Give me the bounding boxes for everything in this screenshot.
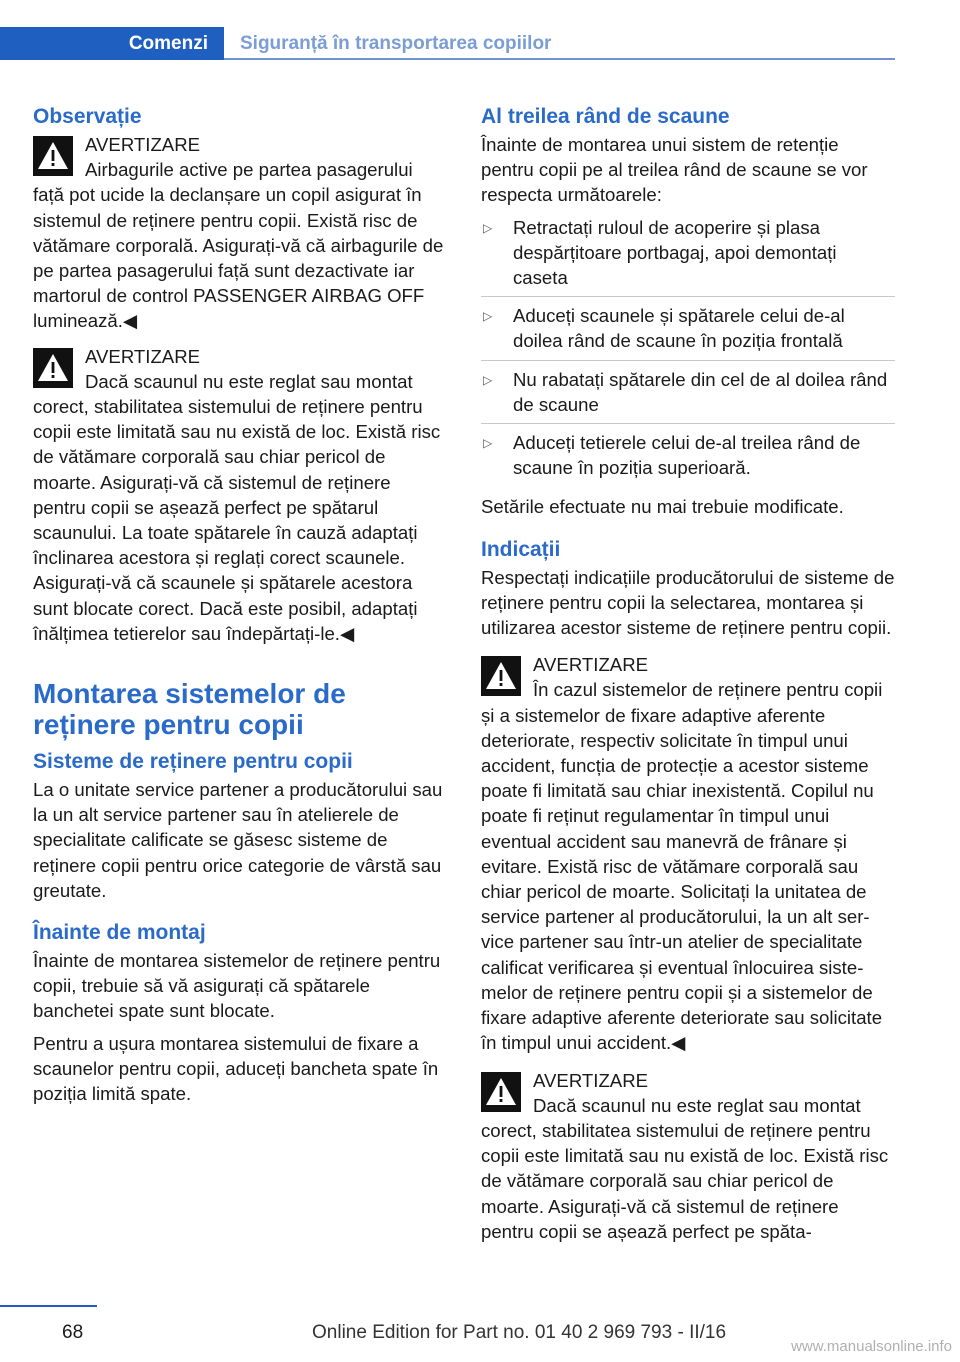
list-item <box>481 215 895 298</box>
footer-divider <box>0 1305 97 1307</box>
list-item <box>481 430 895 486</box>
observatie-heading: Observație <box>33 105 142 128</box>
warning-title: AVERTIZARE <box>85 345 201 367</box>
triangle-bullet-icon: ▷ <box>483 372 493 387</box>
tab-comenzi-label: Comenzi <box>128 33 208 54</box>
sub-heading-inainte-de-montaj: Înainte de montaj <box>33 921 206 945</box>
header-divider <box>224 58 895 60</box>
row3-intro: Înainte de montarea unui sistem de retenție pentru copii pe al treilea rând de scaune se vor respecta următoarele: <box>481 134 868 206</box>
warning-title: AVERTIZARE <box>533 1069 649 1091</box>
tab-section-title[interactable]: Siguranță în transportarea copiilor <box>240 33 552 54</box>
warning-text: Dacă scaunul nu este reglat sau montat corect, stabilitatea sistemului de reținere pentru copii este limitată sau nu există de loc. Există risc de vătămare corporală sau chiar pericol de moarte. Asigurați-vă că sistemul de reținere pentru copii se așează perfect pe spăta- <box>481 1094 889 1242</box>
list-item <box>481 367 895 424</box>
watermark: www.manualsonline.info <box>791 1338 952 1355</box>
row3-outro: Setările efectuate nu mai trebuie modificate. <box>481 496 844 518</box>
warning-title: AVERTIZARE <box>85 134 201 155</box>
list-item-text: Aduceți scaunele și spătarele celui de-al doilea rând de scaune în poziția frontală <box>513 305 845 352</box>
list-item-text: Aduceți tetierele celui de-al treilea rând de scaune în poziția superioară. <box>513 432 861 479</box>
tab-comenzi[interactable] <box>0 27 224 60</box>
warning-block-4 <box>481 1068 895 1244</box>
sub-heading-sisteme: Sisteme de reținere pentru copii <box>33 750 353 774</box>
warning-text: În cazul sistemelor de reținere pentru copii și a sistemelor de fixare adaptive aferente deteriorate, respectiv solicitate în timpul unui accident, funcția de protecție a acestor sisteme poate fi limitată sau chiar inexistentă. Copilul nu poate fi reținut regulamentar în timpul unui eventual accident sau manevră de frânare și evitare. Există risc de vătămare corporală sau chiar pericol de moarte. Solicitați la unitatea de service partener al producătorului, la un alt service partener sau într-un atelier de specialitate calificat verificarea și eventual înlocuirea sistemelor de reținere pentru copii și a sistemelor de fixare adaptive aferente deteriorate sau solicitate în timpul unui accident.◀ <box>481 679 883 1054</box>
warning-block-1 <box>33 132 447 334</box>
list-item-text: Retractați ruloul de acoperire și plasa despărțitoare portbagaj, apoi demontați caseta <box>513 216 837 289</box>
header-bar <box>0 27 895 60</box>
indicatii-heading: Indicații <box>481 537 561 561</box>
right-column <box>481 104 895 1254</box>
triangle-bullet-icon: ▷ <box>483 220 493 235</box>
warning-triangle-icon <box>33 136 73 176</box>
warning-text: Airbagurile active pe partea pasagerului față pot ucide la declanșare un copil asigurat în sistemul de reținere pentru copii. Există risc de vătămare corporală. Asigurați-vă că airbagurile de pe partea pasagerului față sunt dezactivate iar martorul de control PASSENGER AIRBAG OFF luminează.◀ <box>33 159 444 332</box>
warning-triangle-icon <box>481 1072 521 1112</box>
warning-triangle-icon <box>33 348 73 388</box>
warning-block-3 <box>481 652 895 1055</box>
paragraph-montaj-1: Înainte de montarea sistemelor de reținere pentru copii, trebuie să vă asigurați că spătarele banchetei spate sunt blocate. <box>33 950 441 1022</box>
warning-title: AVERTIZARE <box>533 654 649 676</box>
edition-footer: Online Edition for Part no. 01 40 2 969 793 - II/16 <box>312 1322 727 1343</box>
list-item <box>481 303 895 360</box>
main-heading: Montarea sistemelor de reținere pentru copii <box>33 678 346 741</box>
indicatii-text: Respectați indicațiile producătorului de sisteme de reținere pentru copii la selectarea, montarea și utilizarea acestor sisteme de reținere pentru copii. <box>481 566 895 639</box>
page-number: 68 <box>62 1322 84 1343</box>
paragraph-sisteme: La o unitate service partener a producătorului sau la un alt service partener sau în atelierele de specialitate calificate se găsesc sisteme de reținere copii pentru orice categorie de vârstă sau greutate. <box>33 779 443 901</box>
list-item-text: Nu rabatați spătarele din cel de al doilea rând de scaune <box>513 368 888 415</box>
warning-text: Dacă scaunul nu este reglat sau montat corect, stabilitatea sistemului de reținere pentru copii este limitată sau nu există de loc. Există risc de vătămare corporală sau chiar pericol de moarte. Asigurați-vă că sistemul de reținere pentru copii se așează perfect pe spătarul scaunului. La toate spătarele în cauză adaptați înclinarea acestora și reglați corect scaunele. Asigurați-vă că scaunele și spătarele acestora sunt blocate corect. Dacă este posibil, adaptați înălțimea tetierelor sau îndepărtați-le.◀ <box>33 370 441 644</box>
triangle-bullet-icon: ▷ <box>483 436 493 451</box>
row3-list <box>481 215 895 487</box>
warning-block-2 <box>33 344 447 646</box>
warning-triangle-icon <box>481 656 521 696</box>
left-column <box>33 104 447 1113</box>
row3-heading: Al treilea rând de scaune <box>481 105 730 128</box>
paragraph-montaj-2: Pentru a ușura montarea sistemului de fixare a scaunelor pentru copii, aduceți bancheta spate în poziția limită spate. <box>33 1032 439 1105</box>
triangle-bullet-icon: ▷ <box>483 309 493 324</box>
